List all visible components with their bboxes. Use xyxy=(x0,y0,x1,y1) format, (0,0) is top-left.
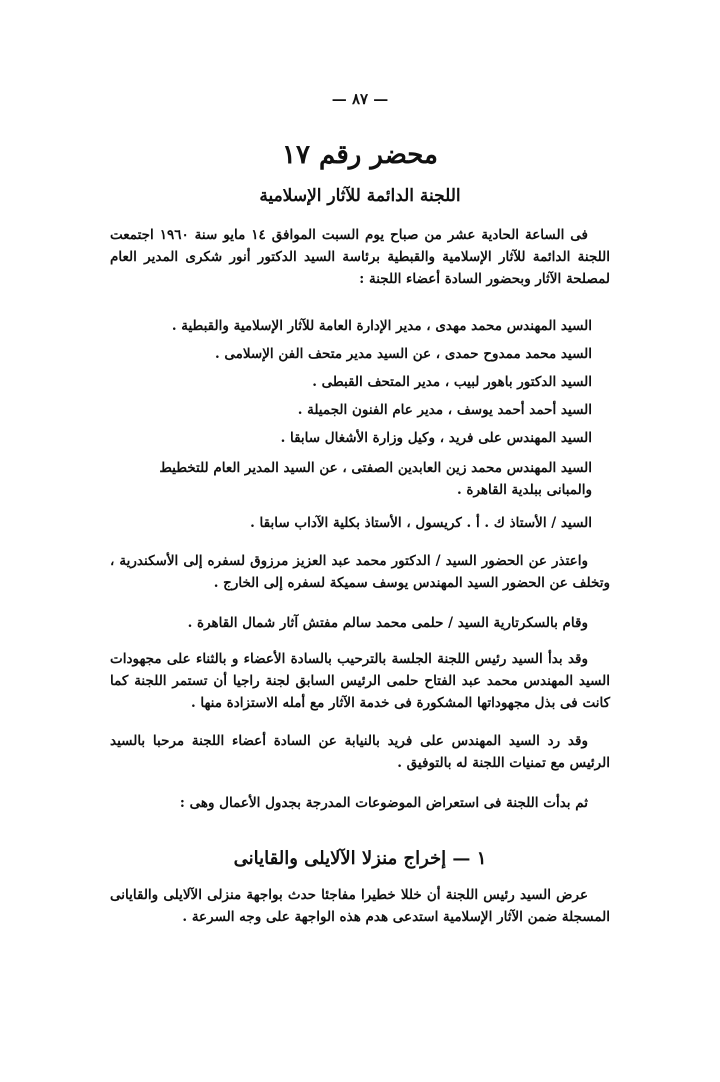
secretary-paragraph: وقام بالسكرتارية السيد / حلمى محمد سالم مفتش آثار شمال القاهرة . xyxy=(187,615,588,631)
agenda-paragraph: ثم بدأت اللجنة فى استعراض الموضوعات المدرجة بجدول الأعمال وهى : xyxy=(179,795,588,811)
attendee-7: السيد / الأستاذ ك . أ . كريسول ، الأستاذ بكلية الآداب سابقا . xyxy=(250,515,592,531)
page-subtitle: اللجنة الدائمة للآثار الإسلامية xyxy=(259,186,461,206)
apology-paragraph: واعتذر عن الحضور السيد / الدكتور محمد عبد العزيز مرزوق لسفره إلى الأسكندرية ، وتخلف عن الحضور السيد المهندس يوسف سميكة لسفره إلى الخارج . xyxy=(110,553,610,591)
attendee-4: السيد أحمد أحمد يوسف ، مدير عام الفنون الجميلة . xyxy=(297,402,592,418)
attendee-3: السيد الدكتور باهور لبيب ، مدير المتحف القبطى . xyxy=(312,374,592,390)
section-paragraph: عرض السيد رئيس اللجنة أن خللا خطيرا مفاجئا حدث بواجهة منزلى الآلايلى والقايانى المسجلة ضمن الآثار الإسلامية استدعى هدم هذه الواجهة على وجه السرعة . xyxy=(110,887,610,925)
attendee-5: السيد المهندس على فريد ، وكيل وزارة الأشغال سابقا . xyxy=(280,430,592,446)
intro-paragraph: فى الساعة الحادية عشر من صباح يوم السبت الموافق ١٤ مايو سنة ١٩٦٠ اجتمعت اللجنة الدائمة للآثار الإسلامية والقبطية برئاسة السيد الدكتور أنور شكرى المدير العام لمصلحة الآثار وبحضور السادة أعضاء اللجنة : xyxy=(110,227,610,287)
attendee-6: السيد المهندس محمد زين العابدين الصفتى ، عن السيد المدير العام للتخطيط والمبانى ببلدية القاهرة . xyxy=(159,460,592,498)
opening-paragraph: وقد بدأ السيد رئيس اللجنة الجلسة بالترحيب بالسادة الأعضاء و بالثناء على مجهودات السيد المهندس محمد عبد الفتاح حلمى الرئيس السابق لجنة راجيا أن تستمر اللجنة كما كانت فى بذل مجهوداتها المشكورة فى خدمة الآثار مع أمله الاستزادة منها . xyxy=(110,651,610,711)
page-title: محضر رقم ١٧ xyxy=(282,140,438,170)
reply-paragraph: وقد رد السيد المهندس على فريد بالنيابة عن السادة أعضاء اللجنة مرحبا بالسيد الرئيس مع تمنيات اللجنة له بالتوفيق . xyxy=(110,733,610,771)
attendee-2: السيد محمد ممدوح حمدى ، عن السيد مدير متحف الفن الإسلامى . xyxy=(214,346,592,362)
page-number: — ٨٧ — xyxy=(331,90,389,108)
attendee-1: السيد المهندس محمد مهدى ، مدير الإدارة العامة للآثار الإسلامية والقبطية . xyxy=(171,318,592,334)
section-heading: ١ — إخراج منزلا الآلايلى والقايانى xyxy=(233,848,487,869)
